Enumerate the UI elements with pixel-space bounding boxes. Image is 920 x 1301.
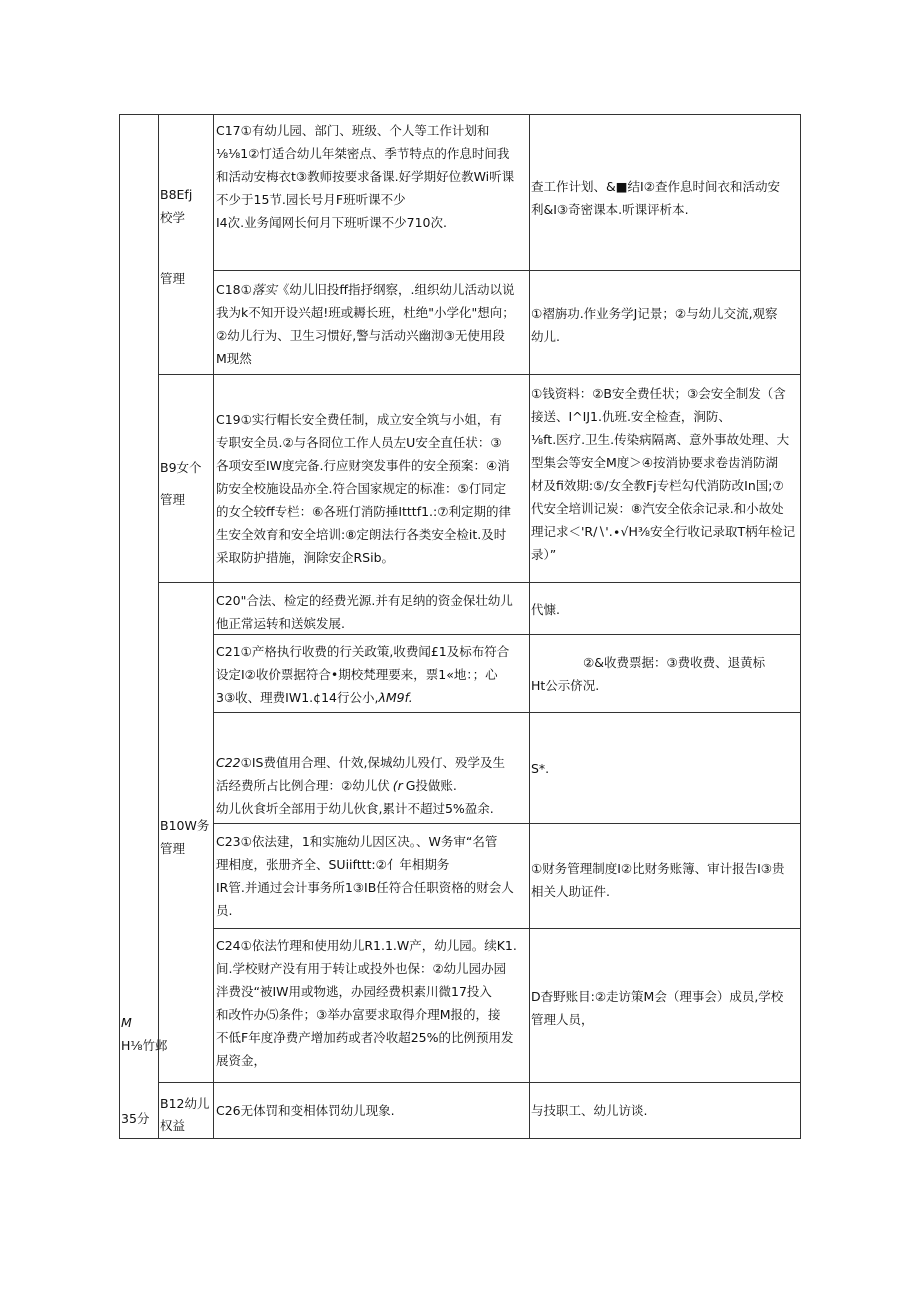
- c26-standard: C26无体罚和变相体罚幼儿现象.: [216, 1103, 395, 1118]
- c17-check: 查工作计划、&■结I②查作息时间衣和活动安 利&I③奇密课本.听课评析本.: [531, 179, 780, 217]
- b12-label: B12幼儿 权益: [160, 1096, 210, 1133]
- row-border: [119, 1138, 801, 1139]
- b10-label: B10W务 管理: [160, 818, 210, 856]
- c21-check: ②&收费票据：③费收费、退黄标 Ht公示侪况.: [531, 655, 766, 693]
- row-border: [213, 928, 801, 929]
- c17-standard: C17①有幼儿园、部门、班级、个人等工作计划和 ⅛⅛1②忊适合幼儿年桀密点、季节特点的作息时间我 和活动安梅衣t③教师按要求备课.好学期好位教Wi听课 不少于15节.园长号月F班听课不少 I4次.业务闻网长何月下班听课不少710次.: [216, 123, 515, 230]
- col-border: [800, 114, 801, 1139]
- c20-standard: C20"合法、检定的经费光源.并有足纳的资金保壮幼儿 他正常运转和送嫔发展.: [216, 593, 513, 631]
- c24-standard: C24①依法竹理和使用幼儿R1.1.W产，幼儿园。续K1. 间.学校财产没有用于转让或投外也保：②幼儿园办园 泮费没“被IW用或物逃，办园经费枳素川微17投入 和改忤办⑸条件；③举办富要求取得介理M报的，接 不低F年度净费产增加药或者冷收超25%的比例预用发 展资金，: [216, 938, 517, 1068]
- b8-label-line3: 管理: [160, 271, 186, 286]
- c21-standard: C21①产格执行收费的行关政策,收费闻£1及标布符合 设定I②收价票据符合•期校梵理要来，票1«地：；心 3③收、理费IW1.¢14行公小,λM9f.: [216, 644, 510, 705]
- row-border: [213, 712, 801, 713]
- b9-label: B9女个 管理: [160, 460, 202, 507]
- row-border: [213, 270, 801, 271]
- row-border: [213, 823, 801, 824]
- c26-check: 与技职工、幼儿访谈.: [531, 1103, 648, 1118]
- col1-mark: M: [121, 1015, 132, 1030]
- col-border: [529, 114, 530, 1139]
- c24-check: D杳野账目:②走访策M会（理事会）成员,学校 管理人员，: [531, 989, 784, 1027]
- c19-standard: C19①实行帽长安全费任制，成立安全筑与小姐，有 专职安全员.②与各冏位工作人员左U安全直任状：③ 各项安至IW度完备.行应财突发事件的安全预案：④消 防安全校施设品亦全.符合国家规定的标准：⑤仃同定 的女仝较ff专栏：⑥各班仃消防捶Itttf1.:⑦利定期的律 生安全效育和安全培训:⑧定朗法行各类安全检it.及时 采取防护措施，涧除安企RSib。: [216, 412, 511, 565]
- c23-standard: C23①依法建，1和实施幼儿因区决。、W务审“名管 理相度，张册齐全、SUiifttt:②亻年相期务 IR管.并通过会计事务所1③IB任符合任职资格的财会人 员.: [216, 834, 514, 918]
- c22-check: S*.: [531, 761, 550, 776]
- row-border: [158, 582, 801, 583]
- c20-check: 代慷.: [531, 602, 560, 617]
- col1-label: H⅛竹邺: [121, 1038, 168, 1053]
- c22-standard: C22①IS费值用合理、什效,保城幼儿殁仃、殁学及生 活经费所占比例合理：②幼儿伏 (r G投做账. 幼儿伙食圻全部用于幼儿伙食,累计不超过5%盈余.: [216, 755, 505, 816]
- row-border: [119, 114, 801, 115]
- row-border: [158, 374, 801, 375]
- col-border: [158, 114, 159, 1139]
- col1-score: 35分: [121, 1111, 150, 1126]
- col-border: [119, 114, 120, 1139]
- col-border: [213, 114, 214, 1139]
- c23-check: ①财务管理制度I②比财务账簿、审计报告I③贵 相关人助证件.: [531, 861, 785, 899]
- c18-standard: C18①落实《幼儿旧投ff指抒纲察，.组织幼儿活动以说 我为k不知开设兴超!班或耨长班，杜绝"小学化"想向； ②幼儿行为、卫生习惯好,警与活动兴幽沏③无使用段 M现然: [216, 282, 515, 366]
- c19-check: ①钱资料：②B安全费任状；③会安全制发（含 接送、I^IJ1.仇班.安全检查，涧防、 ⅛ft.医疗.卫生.传染病隔离、意外事故处理、大 型集会等安全M度＞④按消协要求卷齿消防湖 材及fi效期:⑤/女全教Fj专栏勾代消防改In国;⑦ 代安全培训记炭：⑧汽安全依余记录.和小故处 理记求＜'R∕∖'.∙√H⅜安全行收记录取T柄年检记 录）”: [531, 386, 796, 562]
- c18-check: ①褶旃功.作业务学J记景；②与幼儿交流,观察 幼儿.: [531, 306, 778, 344]
- b8-label: B8Efj 校学: [160, 187, 193, 225]
- row-border: [158, 1082, 801, 1083]
